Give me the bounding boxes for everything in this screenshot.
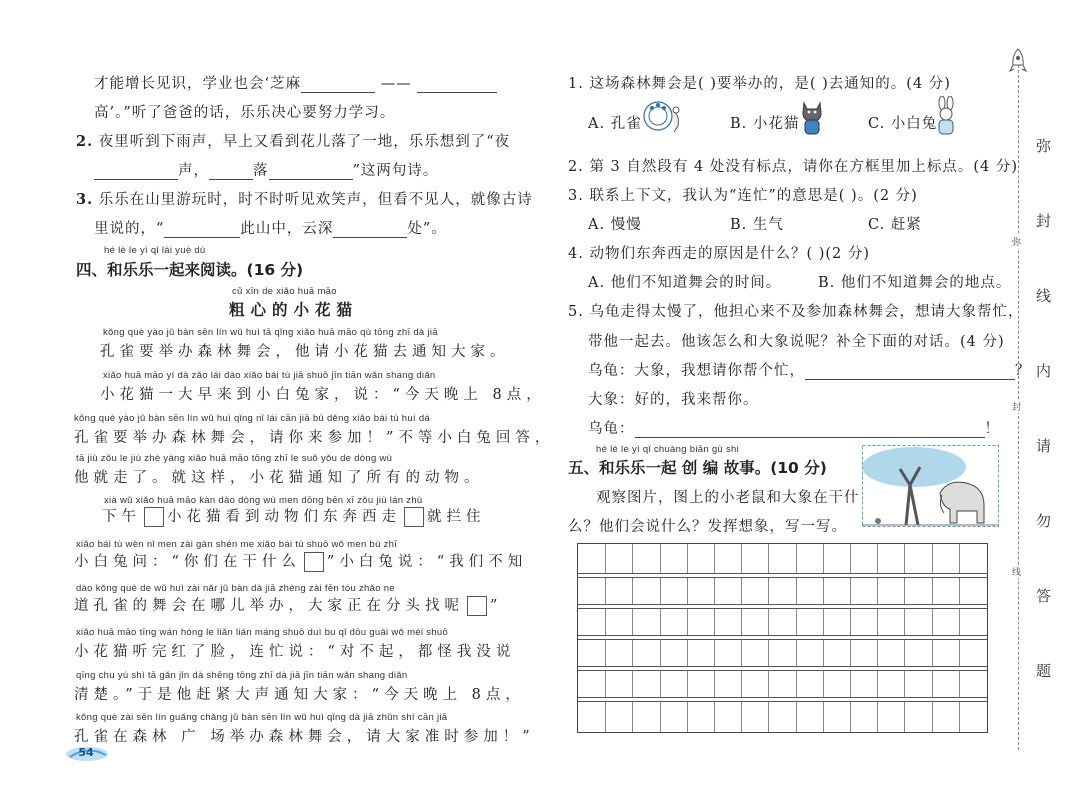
question-number: 3. [76, 191, 94, 208]
binding-char: 封 [1036, 212, 1052, 230]
binding-mark: 弥 [1012, 235, 1021, 248]
dialog-line [588, 359, 1031, 380]
binding-char: 题 [1036, 662, 1052, 680]
dialog-text: 乌龟：大象，我想请你帮个忙， [588, 363, 805, 379]
text-line: 高’。”听了爸爸的话，乐乐决心要努力学习。 [94, 105, 396, 121]
grid-row-gap [578, 666, 987, 671]
binding-mark: 线 [1012, 565, 1021, 578]
dialog-text: ！ [984, 421, 1000, 437]
blank-text: 处”。 [407, 221, 447, 237]
story-line [102, 505, 486, 527]
story-line: 他就走了。就这样，小花猫通知了所有的动物。 [74, 470, 484, 486]
grid-row-gap [578, 635, 987, 640]
blank-text: 此山中，云深 [240, 221, 334, 237]
peacock-icon [640, 98, 688, 136]
blank-text: ”这两句诗。 [352, 163, 439, 179]
answer-blank[interactable] [269, 166, 353, 180]
blank-text: 落 [253, 163, 269, 179]
blank-text: 声， [178, 163, 209, 179]
dash: —— [380, 76, 412, 92]
binding-mark: 封 [1012, 400, 1021, 413]
option-b[interactable] [818, 271, 1011, 292]
punctuation-box[interactable] [144, 507, 164, 527]
story-text: 道孔雀的舞会在哪儿举办，大家正在分头找呢 [74, 598, 464, 614]
text-line [94, 72, 497, 93]
story-line [74, 594, 502, 616]
story-title-pinyin: cū xīn de xiǎo huā māo [232, 286, 337, 297]
pinyin-line: xià wǔ xiǎo huā māo kàn dào dòng wù men dōng bēn xī zǒu jiù lán zhù [104, 495, 423, 506]
prompt-line: 么？他们会说什么？发挥想象，写一写。 [568, 519, 847, 535]
dialog-text: 乌龟： [588, 421, 635, 437]
answer-blank[interactable] [635, 424, 985, 438]
section-5-heading: 五、和乐乐一起 创 编 故事。(10 分) [568, 459, 827, 477]
section-5-pinyin: hé lè le yì qǐ chuàng biān gù shi [596, 444, 739, 455]
pinyin-line: kǒng què yào jǔ bàn sēn lín wǔ huì tā qǐng xiǎo huā māo qù tōng zhī dà jiā [103, 327, 438, 338]
pinyin-line: qīng chu yú shì tā gǎn jǐn dà shēng tōng zhī dà jiā jīn tiān wǎn shang diǎn [76, 670, 408, 681]
section-4-heading: 四、和乐乐一起来阅读。(16 分) [76, 261, 304, 279]
option-label: A. 慢慢 [588, 217, 642, 233]
option-b[interactable] [730, 112, 799, 133]
story-line: 孔雀要举办森林舞会，请你来参加！”不等小白兔回答， [74, 430, 555, 446]
question-number: 2. [76, 133, 94, 150]
grid-row-gap [578, 604, 987, 609]
dialog-line [588, 417, 1000, 438]
option-a[interactable] [588, 112, 642, 133]
option-label: B. 他们不知道舞会的地点。 [818, 275, 1012, 291]
question-5: 5. 乌龟走得太慢了，他担心来不及参加森林舞会，想请大象帮忙， [568, 304, 1024, 320]
answer-blank[interactable] [417, 79, 497, 93]
answer-blank[interactable] [164, 224, 240, 238]
option-label: C. 赶紧 [868, 217, 922, 233]
answer-blank[interactable] [301, 79, 375, 93]
prompt-line: 观察图片，图上的小老鼠和大象在干什 [596, 490, 860, 506]
story-title: 粗心的小花猫 [229, 301, 359, 319]
line-text: 才能增长见识，学业也会‘芝麻 [94, 76, 302, 92]
option-a[interactable] [588, 213, 642, 234]
question-4: 4. 动物们东奔西走的原因是什么？( )(2 分) [568, 246, 871, 262]
section-4-pinyin: hé lè le yì qǐ lái yuè dú [104, 245, 206, 256]
question-2: 2. 第 3 自然段有 4 处没有标点，请你在方框里加上标点。(4 分) [568, 159, 1018, 175]
question-3 [76, 188, 533, 209]
grid-row-gap [578, 573, 987, 578]
question-2 [76, 130, 510, 151]
page-number-badge [64, 741, 110, 763]
page-number: 54 [78, 746, 94, 759]
story-line: 孔雀要举办森林舞会，他请小花猫去通知大家。 [100, 344, 510, 360]
story-line [74, 550, 527, 572]
option-c[interactable] [868, 112, 937, 133]
pinyin-line: xiǎo huā māo yí dà zǎo lái dào xiǎo bái tù jiā shuō jīn tiān wǎn shang diǎn [103, 370, 436, 381]
option-label: C. 小白兔 [868, 116, 938, 132]
story-text: ” [490, 598, 503, 614]
question-3: 3. 联系上下文，我认为“连忙”的意思是( )。(2 分) [568, 188, 918, 204]
option-a[interactable] [588, 271, 781, 292]
dialog-text: ？ [1015, 363, 1031, 379]
pinyin-line: tā jiù zǒu le jiù zhè yàng xiǎo huā māo tōng zhī le suǒ yǒu de dòng wù [76, 453, 393, 464]
binding-char: 弥 [1036, 137, 1052, 155]
story-text: 就拦住 [427, 509, 486, 525]
option-c[interactable] [868, 213, 922, 234]
pinyin-line: kǒng què yào jǔ bàn sēn lín wǔ huì qǐng nǐ lái cān jiā bù děng xiǎo bái tù huí dá [74, 413, 430, 424]
story-line: 孔雀在森林 广 场举办森林舞会，请大家准时参加！” [74, 729, 535, 745]
pinyin-line: xiǎo huā māo tīng wán hóng le liǎn lián máng shuō duì bu qǐ dōu guài wǒ méi shuō [76, 627, 449, 638]
story-line: 小花猫一大早来到小白兔家，说：“今天晚上 8点， [100, 387, 546, 403]
question-text: 乐乐在山里游玩时，时不时听见欢笑声，但看不见人，就像古诗 [98, 192, 533, 208]
pinyin-line: kǒng què zài sēn lín guǎng chǎng jǔ bàn sēn lín wǔ huì qǐng dà jiā zhǔn shí cān jiā [76, 712, 448, 723]
grid-row-gap [578, 697, 987, 702]
writing-grid[interactable] [577, 543, 988, 733]
binding-char: 答 [1036, 587, 1052, 605]
punctuation-box[interactable] [467, 596, 487, 616]
story-line: 清楚。”于是他赶紧大声通知大家：“今天晚上 8点， [74, 687, 525, 703]
dialog-line: 大象：好的，我来帮你。 [588, 392, 759, 408]
story-text: 小白兔问：“你们在干什么 [74, 554, 301, 570]
answer-blank[interactable] [333, 224, 407, 238]
question-1: 1. 这场森林舞会是( )要举办的，是( )去通知的。(4 分) [568, 76, 951, 92]
option-b[interactable] [730, 213, 784, 234]
binding-char: 请 [1036, 437, 1052, 455]
option-label: A. 他们不知道舞会的时间。 [588, 275, 782, 291]
binding-char: 线 [1036, 287, 1052, 305]
question-2-blanks [94, 159, 438, 180]
cat-icon [797, 98, 827, 136]
binding-char: 勿 [1036, 512, 1052, 530]
story-line: 小花猫听完红了脸，连忙说：“对不起，都怪我没说 [74, 644, 516, 660]
story-text: ”小白兔说：“我们不知 [326, 554, 528, 570]
answer-blank[interactable] [805, 366, 1015, 380]
story-text: 下午 [102, 509, 141, 525]
blank-text: 里说的，“ [94, 221, 165, 237]
option-label: B. 小花猫 [730, 116, 800, 132]
punctuation-box[interactable] [304, 552, 324, 572]
answer-blank[interactable] [94, 166, 178, 180]
question-text: 夜里听到下雨声，早上又看到花儿落了一地，乐乐想到了“夜 [98, 134, 511, 150]
pinyin-line: dào kǒng què de wǔ huì zài nǎr jǔ bàn dà jiā zhèng zài fēn tóu zhǎo ne [76, 583, 395, 594]
rocket-icon [1009, 48, 1027, 76]
pinyin-line: xiǎo bái tù wèn nǐ men zài gàn shén me xiǎo bái tù shuō wǒ men bù zhī [76, 539, 398, 550]
story-text: 小花猫看到动物们东奔西走 [167, 509, 401, 525]
punctuation-box[interactable] [404, 507, 424, 527]
option-label: B. 生气 [730, 217, 784, 233]
tree-elephant-picture [862, 445, 999, 527]
answer-blank[interactable] [209, 166, 253, 180]
option-label: A. 孔雀 [588, 116, 642, 132]
question-3-blanks [94, 217, 447, 238]
binding-char: 内 [1036, 362, 1052, 380]
rabbit-icon [932, 96, 960, 136]
question-5-cont: 带他一起去。他该怎么和大象说呢？补全下面的对话。(4 分) [588, 334, 1005, 350]
